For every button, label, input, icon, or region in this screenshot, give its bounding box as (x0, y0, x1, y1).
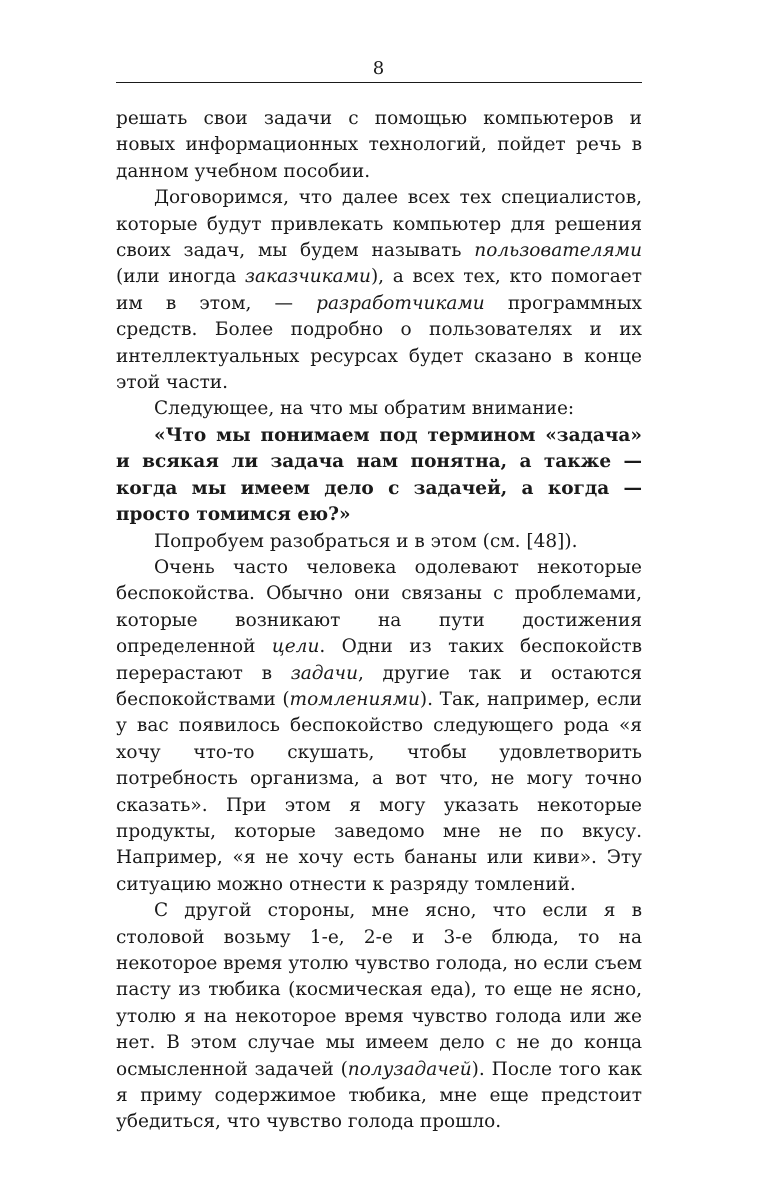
italic-term: томлениями (289, 688, 420, 710)
text-run: программных средств. Более подробно о пользователях и их интеллектуальных ресурсах будет сказано в конце этой части. (116, 292, 642, 394)
paragraph-p3 (116, 396, 642, 422)
text-run: С другой стороны, мне ясно, что если я в столовой возьму 1-е, 2-е и 3-е блюда, то на некоторое время утолю чувство голода, но если съем пасту из тюбика (космическая еда), то еще не ясно, утолю я на некоторое время чувство голода или же нет. В этом случае мы имеем дело с не до конца осмысленной задачей ( (116, 900, 642, 1080)
italic-term: полузадачей (347, 1058, 472, 1080)
text-run: Попробуем разобраться и в этом (см. [48]). (154, 530, 578, 552)
text-run: , другие так и остаются беспокойствами ( (116, 662, 642, 710)
body-text (116, 106, 642, 1136)
text-run: Очень часто человека одолевают некоторые беспокойства. Обычно они связаны с проблемами, которые возникают на пути достижения определенной (116, 556, 642, 658)
page-number: 8 (372, 58, 385, 79)
text-run: ). После того как я приму содержимое тюбика, мне еще предстоит убедиться, что чувство голода прошло. (116, 1058, 642, 1133)
text-run: . Одни из таких беспокойств перерастают в (116, 636, 643, 684)
text-run: ), а всех тех, кто помогает им в этом, — (116, 266, 642, 314)
paragraph-p6 (116, 555, 642, 898)
text-run: ). Так, например, если у вас появилось беспокойство следующего рода «я хочу что-то скушать, чтобы удовлетворить потребность организма, а вот что, не могу точно сказать». При этом я могу указать некоторые продукты, которые заведомо мне не по вкусу. Например, «я не хочу есть бананы или киви». Эту ситуацию можно отнести к разряду томлений. (116, 688, 642, 895)
header-rule (116, 82, 642, 83)
italic-term: пользователями (474, 240, 642, 262)
paragraph-p1 (116, 106, 642, 185)
italic-term: разработчиками (316, 292, 485, 314)
italic-term: задачи (290, 662, 358, 684)
paragraph-p7 (116, 898, 642, 1136)
text-run: (или иногда (116, 266, 245, 288)
italic-term: цели (271, 636, 320, 658)
text-run: Следующее, на что мы обратим внимание: (154, 398, 575, 420)
paragraph-p5 (116, 529, 642, 555)
text-run: решать свои задачи с помощью компьютеров и новых информационных технологий, пойдет речь в данном учебном пособии. (116, 108, 642, 182)
text-run: Договоримся, что далее всех тех специалистов, которые будут привлекать компьютер для решения своих задач, мы будем называть (116, 187, 642, 262)
paragraph-p4 (116, 423, 642, 529)
paragraph-p2 (116, 185, 642, 396)
text-run: «Что мы понимаем под термином «задача» и всякая ли задача нам понятна, а также — когда мы имеем дело с задачей, а когда — просто томимся ею?» (116, 424, 642, 526)
italic-term: заказчиками (244, 266, 371, 288)
